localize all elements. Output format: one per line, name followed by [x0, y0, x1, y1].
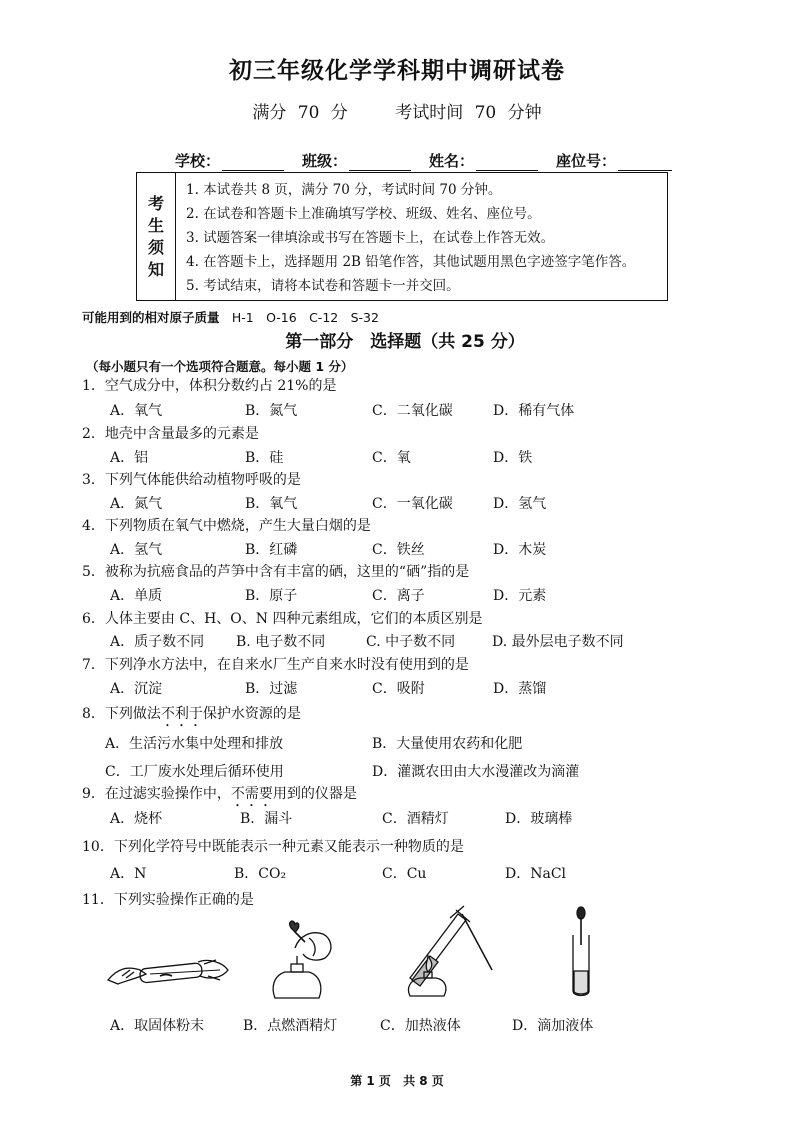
- q10-option-d[interactable]: D．NaCl: [505, 866, 567, 882]
- q2-option-d[interactable]: D．铁: [493, 450, 533, 466]
- q9-option-c[interactable]: C．酒精灯: [382, 811, 449, 827]
- notice-item: 2. 在试卷和答题卡上准确填写学校、班级、姓名、座位号。: [186, 206, 541, 222]
- atomic-masses: 可能用到的相对原子质量 H-1 O-16 C-12 S-32: [82, 310, 379, 325]
- q3-option-c[interactable]: C．一氧化碳: [372, 496, 453, 512]
- q6-option-a[interactable]: A．质子数不同: [110, 634, 205, 650]
- question-7-stem: 7．下列净水方法中，在自来水厂生产自来水时没有使用到的是: [82, 657, 469, 673]
- question-4-stem: 4．下列物质在氧气中燃烧，产生大量白烟的是: [82, 518, 371, 534]
- notice-item: 1. 本试卷共 8 页，满分 70 分，考试时间 70 分钟。: [186, 182, 502, 198]
- q8-option-d[interactable]: D．灌溉农田由大水漫灌改为滴灌: [372, 764, 580, 780]
- q6-option-b[interactable]: B. 电子数不同: [236, 634, 326, 650]
- q3-option-b[interactable]: B．氧气: [245, 496, 298, 512]
- q5-option-a[interactable]: A．单质: [110, 588, 163, 604]
- emphasis-text: 不需要: [230, 786, 273, 802]
- q10-option-a[interactable]: A．N: [110, 866, 147, 882]
- name-field[interactable]: 姓名：: [429, 150, 538, 171]
- q10-option-b[interactable]: B．CO₂: [234, 866, 287, 882]
- q4-option-c[interactable]: C．铁丝: [372, 542, 425, 558]
- q1-option-b[interactable]: B．氮气: [245, 403, 298, 419]
- school-field[interactable]: 学校：: [175, 150, 284, 171]
- q2-option-c[interactable]: C．氧: [372, 450, 411, 466]
- q11-option-c[interactable]: C．加热液体: [380, 1018, 461, 1034]
- section-title: 第一部分 选择题（共 25 分）: [285, 332, 525, 352]
- section-note: （每小题只有一个选项符合题意。每小题 1 分）: [86, 359, 354, 374]
- q8-option-c[interactable]: C．工厂废水处理后循环使用: [105, 764, 284, 780]
- q2-option-a[interactable]: A．铝: [110, 450, 149, 466]
- q11-option-a[interactable]: A．取固体粉末: [110, 1018, 205, 1034]
- exam-title: 初三年级化学学科期中调研试卷: [229, 58, 565, 84]
- q1-option-d[interactable]: D．稀有气体: [493, 403, 575, 419]
- figure-heat-liquid: [400, 900, 500, 1000]
- page-footer: [0, 1072, 794, 1089]
- q3-option-d[interactable]: D．氢气: [493, 496, 547, 512]
- question-2-stem: 2．地壳中含量最多的元素是: [82, 426, 259, 442]
- question-9-stem: 9．在过滤实验操作中，不需要用到的仪器是: [82, 786, 357, 802]
- notice-items: [176, 173, 667, 300]
- q9-option-d[interactable]: D．玻璃棒: [505, 811, 573, 827]
- q7-option-b[interactable]: B．过滤: [245, 681, 298, 697]
- q4-option-d[interactable]: D．木炭: [493, 542, 547, 558]
- exam-notice-box: [136, 172, 668, 301]
- q5-option-d[interactable]: D．元素: [493, 588, 547, 604]
- page-number: 第 1 页: [350, 1074, 391, 1088]
- q10-option-c[interactable]: C．Cu: [382, 866, 427, 882]
- q11-option-b[interactable]: B．点燃酒精灯: [243, 1018, 338, 1034]
- question-5-stem: 5．被称为抗癌食品的芦笋中含有丰富的硒，这里的“硒”指的是: [82, 564, 470, 580]
- question-10-stem: 10．下列化学符号中既能表示一种元素又能表示一种物质的是: [82, 839, 464, 855]
- q6-option-d[interactable]: D. 最外层电子数不同: [492, 634, 624, 650]
- exam-subtitle: [0, 98, 794, 123]
- full-score: 满分 70 分: [252, 103, 348, 123]
- emphasis-text: 不利于: [160, 706, 203, 722]
- q1-option-a[interactable]: A．氧气: [110, 403, 163, 419]
- notice-item: 4. 在答题卡上，选择题用 2B 铅笔作答，其他试题用黑色字迹签字笔作答。: [186, 254, 636, 270]
- q6-option-c[interactable]: C. 中子数不同: [366, 634, 456, 650]
- question-11-stem: 11．下列实验操作正确的是: [82, 892, 254, 908]
- student-info-row: [175, 150, 690, 171]
- q9-option-b[interactable]: B．漏斗: [240, 811, 293, 827]
- page-total: 共 8 页: [403, 1074, 444, 1088]
- q5-option-b[interactable]: B．原子: [245, 588, 298, 604]
- q7-option-a[interactable]: A．沉淀: [110, 681, 163, 697]
- notice-label: 考 生 须 知: [137, 173, 176, 300]
- q2-option-b[interactable]: B．硅: [245, 450, 284, 466]
- q11-option-d[interactable]: D．滴加液体: [512, 1018, 594, 1034]
- question-1-stem: 1．空气成分中，体积分数约占 21%的是: [82, 378, 337, 394]
- notice-item: 5. 考试结束，请将本试卷和答题卡一并交回。: [186, 278, 460, 294]
- q7-option-d[interactable]: D．蒸馏: [493, 681, 547, 697]
- q4-option-b[interactable]: B．红磷: [245, 542, 298, 558]
- duration: 考试时间 70 分钟: [395, 103, 542, 123]
- notice-item: 3. 试题答案一律填涂或书写在答题卡上，在试卷上作答无效。: [186, 230, 555, 246]
- q5-option-c[interactable]: C．离子: [372, 588, 425, 604]
- figure-light-alcohol-lamp: [265, 918, 345, 1003]
- q8-option-b[interactable]: B．大量使用农药和化肥: [372, 736, 523, 752]
- class-field[interactable]: 班级：: [302, 150, 411, 171]
- q1-option-c[interactable]: C．二氧化碳: [372, 403, 453, 419]
- question-3-stem: 3．下列气体能供给动植物呼吸的是: [82, 472, 301, 488]
- figure-drop-liquid: [565, 905, 605, 1000]
- q7-option-c[interactable]: C．吸附: [372, 681, 425, 697]
- q9-option-a[interactable]: A．烧杯: [110, 811, 163, 827]
- question-6-stem: 6．人体主要由 C、H、O、N 四种元素组成，它们的本质区别是: [82, 611, 483, 627]
- figure-take-solid-powder: [100, 940, 240, 1000]
- q3-option-a[interactable]: A．氮气: [110, 496, 163, 512]
- seat-field[interactable]: 座位号：: [556, 150, 672, 171]
- q4-option-a[interactable]: A．氢气: [110, 542, 163, 558]
- question-8-stem: 8．下列做法不利于保护水资源的是: [82, 706, 301, 722]
- q8-option-a[interactable]: A．生活污水集中处理和排放: [105, 736, 284, 752]
